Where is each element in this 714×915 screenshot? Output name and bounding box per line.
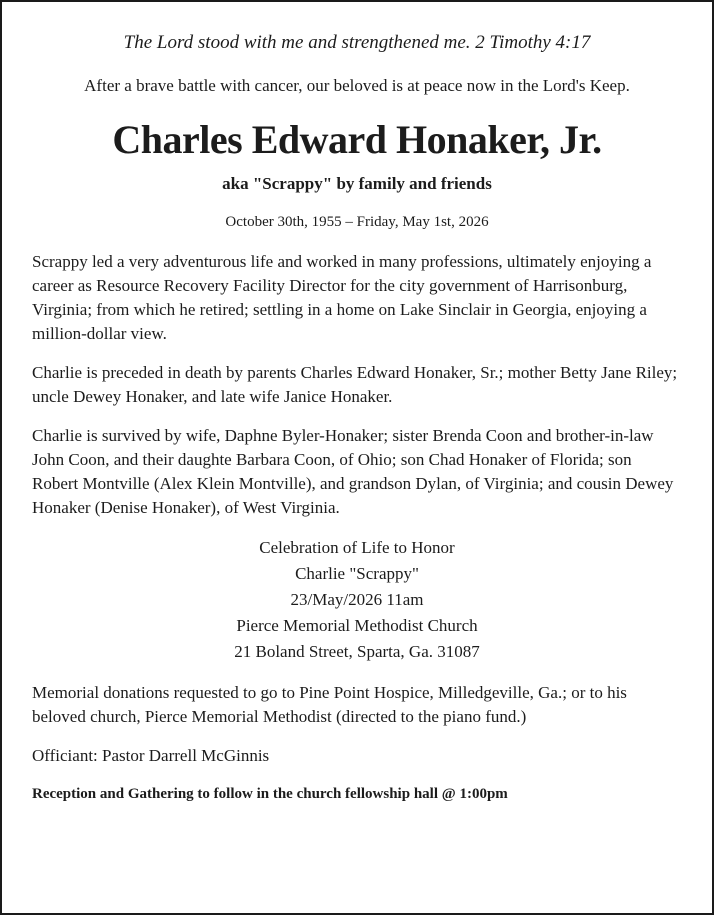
intro-text: After a brave battle with cancer, our beloved is at peace now in the Lord's Keep. <box>84 76 630 95</box>
reception-line: Reception and Gathering to follow in the church fellowship hall @ 1:00pm <box>32 786 508 802</box>
service-honoree: Charlie "Scrappy" <box>295 564 419 583</box>
biography-paragraph: Scrappy led a very adventurous life and worked in many professions, ultimately enjoying a career as Resource Recovery Facility Director for the city government of Harrisonburg, Virginia; from which he retired; settling in a home on Lake Sinclair in Georgia, enjoying a million-dollar view. <box>32 252 652 343</box>
service-details <box>32 535 682 665</box>
service-heading: Celebration of Life to Honor <box>259 538 455 557</box>
service-date-time: 23/May/2026 11am <box>290 590 424 609</box>
officiant-line: Officiant: Pastor Darrell McGinnis <box>32 746 270 765</box>
service-venue: Pierce Memorial Methodist Church <box>236 616 478 635</box>
service-address: 21 Boland Street, Sparta, Ga. 31087 <box>234 642 480 661</box>
bible-verse: The Lord stood with me and strengthened me. 2 Timothy 4:17 <box>123 32 591 53</box>
life-dates: October 30th, 1955 – Friday, May 1st, 2026 <box>225 214 489 230</box>
deceased-name: Charles Edward Honaker, Jr. <box>112 117 602 162</box>
nickname-line: aka "Scrappy" by family and friends <box>222 174 492 193</box>
donations-paragraph: Memorial donations requested to go to Pine Point Hospice, Milledgeville, Ga.; or to his beloved church, Pierce Memorial Methodist (directed to the piano fund.) <box>32 683 627 726</box>
survived-by-paragraph: Charlie is survived by wife, Daphne Byler-Honaker; sister Brenda Coon and brother-in-law John Coon, and their daughte Barbara Coon, of Ohio; son Chad Honaker of Florida; son Robert Montville (Alex Klein Montville), and grandson Dylan, of Virginia; and cousin Dewey Honaker (Denise Honaker), of West Virginia. <box>32 426 674 517</box>
preceded-by-paragraph: Charlie is preceded in death by parents Charles Edward Honaker, Sr.; mother Betty Jane Riley; uncle Dewey Honaker, and late wife Janice Honaker. <box>32 363 678 406</box>
